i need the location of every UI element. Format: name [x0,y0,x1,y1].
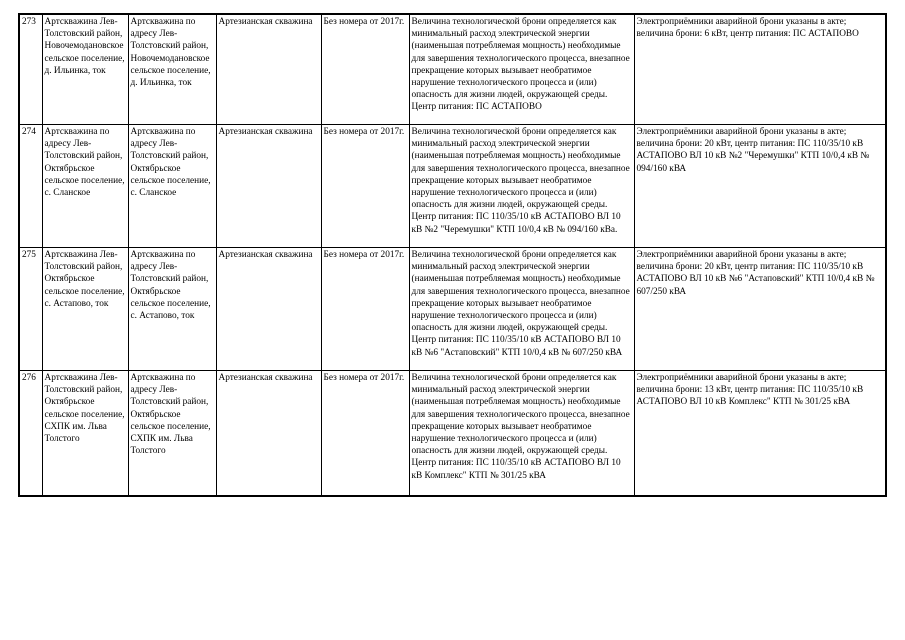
object-name: Артскважина по адресу Лев-Толстовский район, Октябрьское сельское поселение, с. Сланское [42,125,128,248]
object-name: Артскважина Лев-Толстовский район, Октябрьское сельское поселение, с. Астапово, ток [42,248,128,371]
object-name: Артскважина Лев-Толстовский район, Октябрьское сельское поселение, СХПК им. Льва Толстого [42,371,128,497]
technological-reserve: Величина технологической брони определяется как минимальный расход электрической энергии (наименьшая потребляемая мощность) необходимые для завершения технологического процесса, внезапное прекращение которых вызывает необратимое нарушение технологического процесса и (или) опасность для жизни людей, окружающей среды. Центр питания: ПС 110/35/10 кВ АСТАПОВО ВЛ 10 кВ Комплекс" КТП № 301/25 кВА [409,371,634,497]
object-address: Артскважина по адресу Лев-Толстовский район, Октябрьское сельское поселение, с. Сланское [128,125,216,248]
object-type: Артезианская скважина [216,14,321,125]
technological-reserve: Величина технологической брони определяется как минимальный расход электрической энергии (наименьшая потребляемая мощность) необходимые для завершения технологического процесса, внезапное прекращение которых вызывает необратимое нарушение технологического процесса и (или) опасность для жизни людей, окружающей среды. Центр питания: ПС АСТАПОВО [409,14,634,125]
reserve-register-table [18,13,887,497]
object-address: Артскважина по адресу Лев-Толстовский район, Октябрьское сельское поселение, с. Астапово, ток [128,248,216,371]
row-number: 276 [19,371,42,497]
act-document: Без номера от 2017г. [321,371,409,497]
object-name: Артскважина Лев-Толстовский район, Новочемодановское сельское поселение, д. Ильинка, ток [42,14,128,125]
object-type: Артезианская скважина [216,125,321,248]
act-document: Без номера от 2017г. [321,248,409,371]
emergency-reserve: Электроприёмники аварийной брони указаны в акте; величина брони: 20 кВт, центр питания: ПС 110/35/10 кВ АСТАПОВО ВЛ 10 кВ №6 "Астаповский" КТП 10/0,4 кВ № 607/250 кВА [634,248,886,371]
emergency-reserve: Электроприёмники аварийной брони указаны в акте; величина брони: 20 кВт, центр питания: ПС 110/35/10 кВ АСТАПОВО ВЛ 10 кВ №2 "Черемушки" КТП 10/0,4 кВ № 094/160 кВА [634,125,886,248]
row-number: 275 [19,248,42,371]
technological-reserve: Величина технологической брони определяется как минимальный расход электрической энергии (наименьшая потребляемая мощность) необходимые для завершения технологического процесса, внезапное прекращение которых вызывает необратимое нарушение технологического процесса и (или) опасность для жизни людей, окружающей среды. Центр питания: ПС 110/35/10 кВ АСТАПОВО ВЛ 10 кВ №6 "Астаповский" КТП 10/0,4 кВ № 607/250 кВА [409,248,634,371]
act-document: Без номера от 2017г. [321,125,409,248]
table-row [19,125,886,248]
object-address: Артскважина по адресу Лев-Толстовский район, Октябрьское сельское поселение, СХПК им. Льва Толстого [128,371,216,497]
row-number: 274 [19,125,42,248]
object-address: Артскважина по адресу Лев-Толстовский район, Новочемодановское сельское поселение, д. Ильинка, ток [128,14,216,125]
act-document: Без номера от 2017г. [321,14,409,125]
table-row [19,248,886,371]
object-type: Артезианская скважина [216,371,321,497]
table-row [19,371,886,497]
object-type: Артезианская скважина [216,248,321,371]
row-number: 273 [19,14,42,125]
table-row [19,14,886,125]
emergency-reserve: Электроприёмники аварийной брони указаны в акте; величина брони: 6 кВт, центр питания: ПС АСТАПОВО [634,14,886,125]
technological-reserve: Величина технологической брони определяется как минимальный расход электрической энергии (наименьшая потребляемая мощность) необходимые для завершения технологического процесса, внезапное прекращение которых вызывает необратимое нарушение технологического процесса и (или) опасность для жизни людей, окружающей среды. Центр питания: ПС 110/35/10 кВ АСТАПОВО ВЛ 10 кВ №2 "Черемушки" КТП 10/0,4 кВ № 094/160 кВа. [409,125,634,248]
emergency-reserve: Электроприёмники аварийной брони указаны в акте; величина брони: 13 кВт, центр питания: ПС 110/35/10 кВ АСТАПОВО ВЛ 10 кВ Комплекс" КТП № 301/25 кВА [634,371,886,497]
